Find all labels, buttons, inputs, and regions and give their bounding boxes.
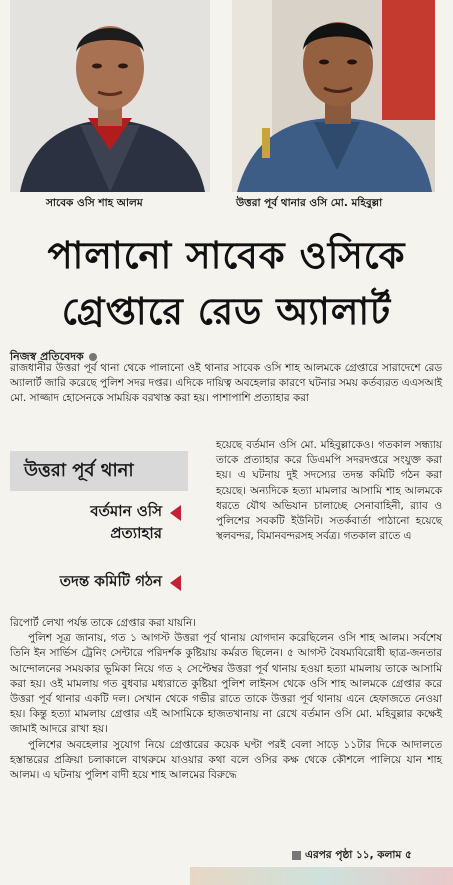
red-arrow-icon bbox=[170, 575, 181, 591]
sidebar-item-line: বর্তমান ওসি bbox=[90, 502, 162, 520]
continuation-text: এরপর পৃষ্ঠা ১১, কলাম ৫ bbox=[305, 849, 412, 861]
photo-oc-mohibulla bbox=[232, 0, 435, 192]
sidebar-title: উত্তরা পূর্ব থানা bbox=[10, 451, 188, 491]
article-body-bottom bbox=[10, 616, 442, 783]
red-arrow-icon bbox=[170, 505, 181, 521]
photo-caption-left: সাবেক ওসি শাহ আলম bbox=[46, 197, 143, 209]
article-paragraph-intro: রাজধানীর উত্তরা পূর্ব থানা থেকে পালানো ওই থানার সাবেক ওসি শাহ আলমকে গ্রেপ্তারে সারাদেশে রেড অ্যালার্ট জারি করেছে পুলিশ সদর দপ্তর। এদিকে দায়িত্ব অবহেলার কারণে ঘটনার সময় কর্তব্যরত এএসআই মো. সাজ্জাদ হোসেনকে সাময়িক বরখাস্ত করা হয়। পাশাপাশি প্রত্যাহার করা bbox=[10, 362, 442, 405]
byline-text: নিজস্ব প্রতিবেদক bbox=[10, 350, 84, 363]
article-paragraph: পুলিশের অবহেলার সুযোগ নিয়ে গ্রেপ্তারের কয়েক ঘণ্টা পরই বেলা সাড়ে ১১টার দিকে আদালতে হস্তান্তরের প্রক্রিয়া চলাকালে বাথরুমে যাওয়ার কথা বলে ওসির কক্ষ থেকে কৌশলে পালিয়ে যান শাহ আলম। এ ঘটনায় পুলিশ বাদী হয়ে শাহ আলমের বিরুদ্ধে bbox=[10, 738, 442, 782]
article-paragraph: পুলিশ সূত্র জানায়, গত ১ আগস্ট উত্তরা পূর্ব থানায় যোগদান করেছিলেন ওসি শাহ আলম। সর্বশেষ তিনি ইন সার্ভিস ট্রেনিং সেন্টারে পরিদর্শক কুষ্টিয়ায় কর্মরত ছিলেন। ৫ আগস্ট বৈষম্যবিরোধী ছাত্র-জনতার আন্দোলনের সময়কার ভূমিকা নিয়ে গত ২ সেপ্টেম্বর উত্তরা পূর্ব থানায় হওয়া হত্যা মামলায় তাকে আসামি করা হয়। ওই মামলায় গত বুধবার মধ্যরাতে কুষ্টিয়া পুলিশ লাইনস থেকে ওসি শাহ আলমকে গ্রেপ্তার করে উত্তরা পূর্ব থানার একটি দল। সেখান থেকে গভীর রাতে তাকে উত্তরা পূর্ব থানায় এনে হেফাজতে নেওয়া হয়। কিন্তু হত্যা মামলায় গ্রেপ্তার এই আসামিকে হাজতখানায় না রেখে বর্তমান ওসি মো. মহিবুল্লার কক্ষেই জামাই আদরে রাখা হয়। bbox=[10, 632, 442, 736]
photo-former-oc-shah-alam bbox=[10, 0, 210, 192]
continuation-note bbox=[292, 848, 412, 865]
headline-line-1: পালানো সাবেক ওসিকে bbox=[47, 233, 406, 277]
photo-caption-right: উত্তরা পূর্ব থানার ওসি মো. মহিবুল্লা bbox=[236, 197, 383, 209]
square-icon bbox=[292, 851, 301, 860]
bullet-icon bbox=[89, 353, 97, 361]
sidebar-item-line: প্রত্যাহার bbox=[110, 524, 162, 542]
article-paragraph: রিপোর্ট লেখা পর্যন্ত তাকে গ্রেপ্তার করা যায়নি। bbox=[10, 617, 196, 629]
sidebar-item-committee: তদন্ত কমিটি গঠন bbox=[59, 572, 162, 590]
bottom-ad-strip bbox=[190, 867, 453, 885]
article-paragraph-column: হয়েছে বর্তমান ওসি মো. মহিবুল্লাকেও। গতকাল সন্ধ্যায় তাকে প্রত্যাহার করে ডিএমপি সদরদপ্তরে সংযুক্ত করা হয়। এ ঘটনায় দুই সদস্যের তদন্ত কমিটি গঠন করা হয়েছে। অন্যদিকে হত্যা মামলার আসামি শাহ আলমকে ধরতে যৌথ অভিযান চালাচ্ছে সেনাবাহিনী, র‌্যাব ও পুলিশের সবকটি ইউনিট। সতর্কবার্তা পাঠানো হয়েছে স্থলবন্দর, বিমানবন্দরসহ সর্বত্র। গতকাল রাতে এ bbox=[216, 439, 442, 543]
headline-line-2: গ্রেপ্তারে রেড অ্যালার্ট bbox=[61, 289, 392, 333]
sidebar-item-oc-withdrawn bbox=[20, 500, 162, 544]
